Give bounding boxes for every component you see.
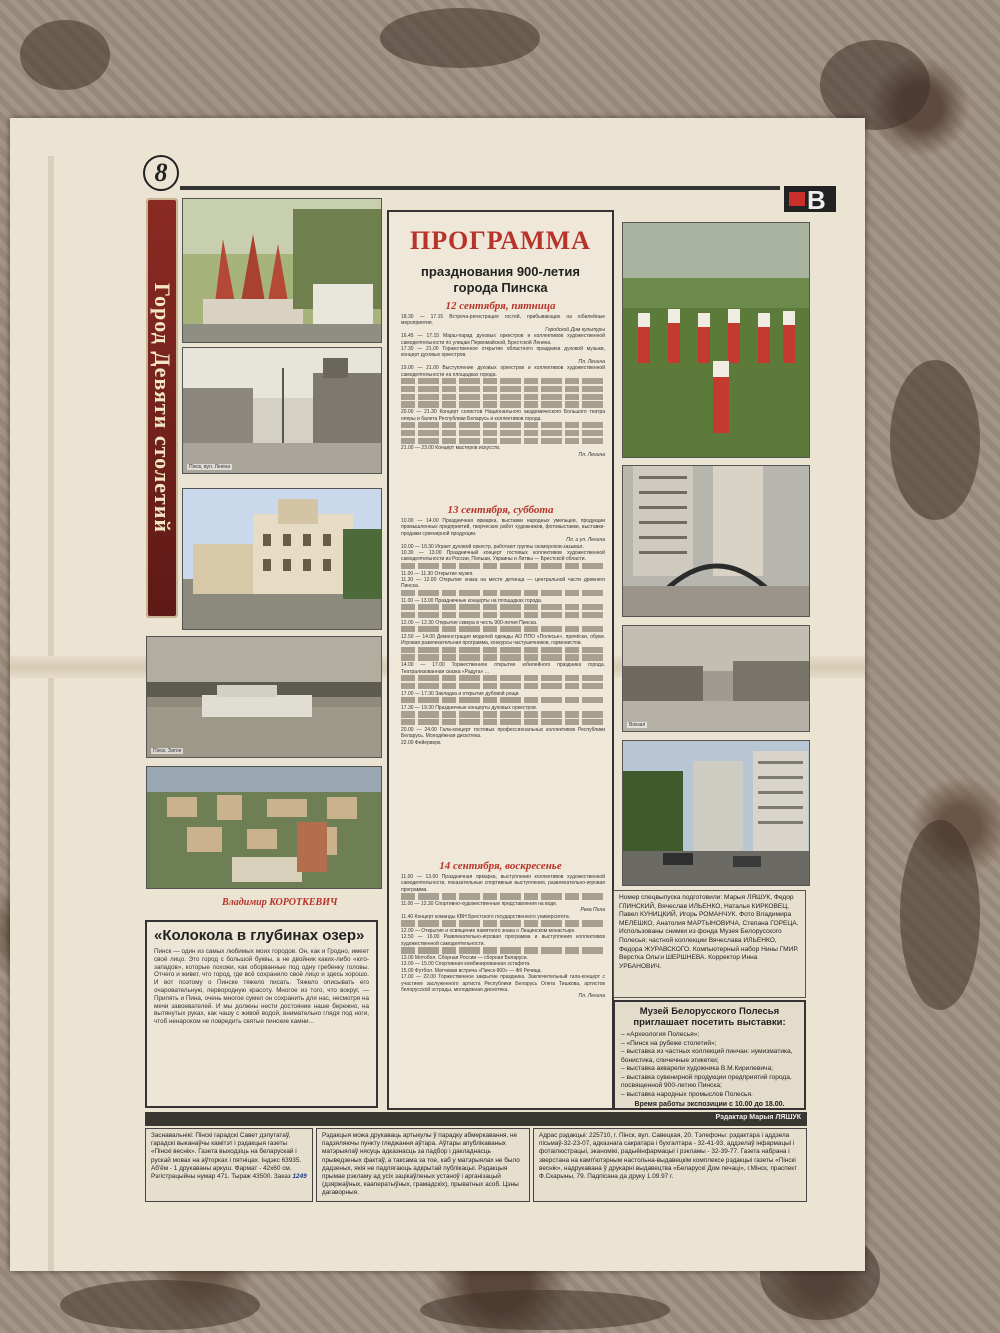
museum-item: – выставка из частных коллекций пинчан: нумизматика, бонистика, спичечные этикетки; (621, 1048, 793, 1064)
program-day-1: 12 сентября, пятница (445, 300, 556, 312)
program-item: 22.00 Фейерверк. (401, 739, 442, 746)
address-text: Адрас рэдакцыі: 225710, г. Пінск, вул. Савецкая, 20. Тэлефоны: рэдактара і аддзела пісьмаў-32-23-07, адказнага сакратара і бухгалтара - 32-41-93, аддзелаў інфармацыі і фотаілюстрацыі, эканомікі, радыёінфармацыі і рэкламы - 32-39-77. Газета набрана і зверстана на камп'ютэрным настольна-выдавецкім комплексе рэдакцыі газеты «Пінскі веснік», надрукавана ў друкарні выдавецтва «Беларускі Дом печаці», г.Мінск, праспект Ф.Скарыны, 79. Падпісана да друку 1.09.97 г. (539, 1132, 798, 1181)
program-item: 17.30 — 19.30 Праздничные концерты духовых оркестров. (401, 704, 538, 711)
program-item: 11.00 — 12.30 Спортивно-художественные представления на воде. (401, 901, 558, 907)
carpet-pattern (20, 20, 110, 90)
photo-building (182, 488, 382, 630)
program-item: 11.40 Концерт команды КВН Брестского государственного университета. (401, 913, 570, 920)
carpet-pattern (890, 360, 980, 520)
program-item: 14.00 — 17.00 Торжественное открытие юбилейного праздника города. Театрализованная сказка «Радуга» ... (401, 662, 605, 675)
editor-credit: Рэдактар Марыя ЛЯШУК (715, 1114, 801, 1121)
credits-box: Номер спецвыпуска подготовили: Марыя ЛЯШУК, Федор ГЛИНСКИЙ, Вячеслав ИЛЬЕНКО, Наталья КИРКОВЕЦ, Павел КУНИЦКИЙ, Игорь РОМАНЧУК. Фото Владимира МЕЛЕШКО, Анатолия МАРТЫНОВИЧА, Степана ГОРЕЦА. Использованы снимки из фонда Музея Белорусского Полесья; частной коллекции Вячеслава ИЛЬЕНКО, Федора ЖУРАВСКОГО. Компьютерный набор Нины ГМИР. Верстка Ольги ШЕРШНЕВА. Корректор Инна УРБАНОВИЧ. (613, 890, 806, 998)
program-item: 11.30 — 12.00 Открытие знака на месте детинца — центральной части древнего Пинска. (401, 577, 605, 590)
program-item: 10.30 — 13.00 Праздничный концерт гостевых коллективов художественной самодеятельности из России, Польши, Украины и Литвы — Брестской области. (401, 550, 605, 563)
photo-modern-street (622, 740, 810, 886)
flag-icon (789, 192, 805, 206)
notice-text: Рэдакцыя можа друкаваць артыкулы ў парадку абмеркавання, не падзяляючы пункту гледжання аўтара. Аўтары апублікаваных матэрыялаў нясуць адказнасць за падбор і дакладнасць прыведзеных фактаў, а таксама за тое, каб у матэрыялах не было дадзеных, якія не падлягаюць адкрытай публікацыі. Рэдакцыя прымае рэкламу ад усіх зацікаўленых устаноў і арганізацый (дзяржаўных, кааператыўных, грамадскіх), прыватных асоб. Цэны дагаворныя. (322, 1132, 520, 1197)
program-item: 15.00 Футбол. Матчевая встреча «Пинск-900» — ФК Речица. (401, 967, 542, 974)
program-item: 11.00 — 13.00 Праздничная ярмарка, выступления коллективов художественной самодеятельности, показательные спортивные выступления, развлекательно-игровая программа. (401, 874, 605, 893)
order-number: 1249 (292, 1173, 307, 1181)
program-item: 12.50 — 14.00 Демонстрация моделей одежды АО ППО «Полесье», причёски, обуви. Игровая развлекательная программа, конкурсы частушечников, гармонистов. (401, 633, 605, 647)
photo-old-street (182, 347, 382, 474)
photo-town-houses (182, 198, 382, 343)
photo-folk-dancers (622, 222, 810, 458)
article-author: Владимир КОРОТКЕВИЧ (222, 897, 338, 908)
photo-aerial-city (146, 766, 382, 889)
museum-item: – «Пинск на рубеже столетий»; (621, 1039, 717, 1047)
header-rule (180, 186, 780, 190)
article-body: Пинск — один из самых любимых моих городов. Он, как и Гродно, имеет своё лицо. Это город с большой буквы, а не двойник каких-либо «юго-западов», которые похожи, как оборванные под одну гребенку головы. Отчего и живет, что город, где всё сохранило своё лицо и здесь хорошо. И вот поэтому о Пинске тяжело писать. Тяжело описывать его очаровательную, первородную красоту. Многое из того, что вокруг, — Припять и Пина, очень многое сумел он сохранить для нас, несмотря на мечи завоевателей. И мы должны нести достояние наше бережно, на вытянутых руках, как чашу с живой водой, внимательно глядя под ноги, чтоб ненароком не повредить святые пинские камни... (154, 948, 369, 1026)
museum-item: – выставка акварели художника В.М.Кирилевича; (621, 1065, 773, 1072)
program-item: Городской Дом культуры (545, 326, 605, 333)
program-title: ПРОГРАММА (410, 226, 591, 255)
carpet-pattern (420, 1290, 670, 1330)
program-item: 10.00 — 14.00 Праздничная ярмарка, выставки народных умельцев, продукции промышленных предприятий, творческих работ художников, фотовыставки, выставки-продажи сувенирной продукции. (401, 518, 605, 537)
photo-river-boat (146, 636, 382, 758)
founders-text: Заснавальнікі: Пінскі гарадскі Савет дэпутатаў, гарадскі выканаўчы камітэт і рэдакцыя газеты «Пінскі веснік». Газета выходзіць на беларускай і рускай мовах на аўторках і пятніцах. Індэкс 63935. Аб'ём - 1 друкаваны аркуш. Фармат - 42х60 см. Рэгістрацыйны нумар 471. Тыраж 43500. Заказ (151, 1132, 302, 1181)
carpet-pattern (60, 1280, 260, 1330)
newspaper-logo-icon (784, 185, 836, 215)
photo-caption: Пінск, вул. Леніна (189, 464, 231, 470)
museum-item: – выставка сувенирной продукции предприятий города, посвященной 900-летию Пинска; (621, 1073, 792, 1089)
article-title: «Колокола в глубинах озер» (154, 927, 365, 944)
program-day-3-items (401, 874, 605, 1000)
program-item: 11.00 — 11.30 Открытие музея. (401, 570, 474, 577)
imprint-address (533, 1128, 807, 1202)
program-item: Река Пина (580, 907, 605, 914)
program-item: Пл. Ленина (578, 993, 605, 1000)
museum-hours: Время работы экспозиции с 10.00 до 18.00. (634, 1101, 785, 1108)
program-item: 18.30 — 17.15 Встреча-регистрация гостей, прибывающих на юбилейные мероприятия. (401, 314, 605, 327)
museum-box (613, 1000, 806, 1110)
program-subtitle (389, 264, 612, 296)
logo-letter-icon: В (807, 185, 826, 215)
photo-caption: Пінск. Затон (153, 748, 182, 754)
program-item: 20.00 — 24.00 Гала-концерт гостевых профессиональных коллективов Республики Беларусь. Молодёжная дискотека. (401, 726, 605, 740)
imprint-founders (145, 1128, 313, 1202)
museum-title: Музей Белорусского Полесья приглашает посетить выставки: (633, 1006, 786, 1028)
program-item: 11.00 — 13.00 Праздничные концерты на площадках города. (401, 597, 543, 604)
program-item: Пл. Ленина (578, 451, 605, 458)
photo-playground (622, 465, 810, 617)
program-item: 17.30 — 21.00 Торжественное открытие областного праздника духовой музыки, концерт духовых оркестров. (401, 346, 605, 359)
carpet-pattern (380, 8, 540, 68)
program-item: 12.50 — 16.00 Развлекательно-игровая программа и выступления коллективов художественной самодеятельности. (401, 934, 605, 947)
footer-bar (145, 1112, 807, 1126)
program-item: 10.00 — 10.30 Играет духовой оркестр, работают группы скоморохов-зазывал. (401, 543, 584, 550)
museum-item: – выставка народных промыслов Полесья. (621, 1090, 753, 1098)
carpet-pattern (820, 40, 930, 130)
program-item: 21.00 — 23.00 Концерт мастеров искусств. (401, 445, 501, 452)
museum-item: – «Археология Полесья»; (621, 1031, 700, 1038)
page-number: 8 (143, 155, 179, 191)
program-day-1-items (401, 314, 605, 458)
column-title: Город Девяти столетий (150, 282, 175, 534)
page-fold (48, 156, 54, 1271)
program-item: 12.00 — Открытие и освящение памятного знака о Лещинском монастыре. (401, 928, 576, 934)
program-day-3: 14 сентября, воскресенье (439, 860, 562, 872)
photo-old-square (622, 625, 810, 732)
program-item: 20.00 — 21.30 Концерт солистов Национального академического Большого театра оперы и балета Республики Беларусь и коллективов города. (401, 409, 605, 422)
program-day-2-items (401, 518, 605, 746)
program-subtitle-line2: города Пинска (453, 280, 548, 295)
program-item: 17.00 — 22.00 Торжественное закрытие праздника. Заключительный гала-концерт с участием заслуженного артиста Республики Беларусь Олега Тишкова, артистов белорусской эстрады, молодежная дискотека. (401, 974, 605, 994)
program-item: 17.00 — 17.30 Закладка и открытие дубовой рощи. (401, 690, 520, 697)
program-item: 13.00 Мотобол. Сборная России — сборная Беларуси. (401, 955, 528, 961)
program-item: 13.00 — 15.00 Спортивная комбинированная эстафета. (401, 961, 531, 968)
museum-list (621, 1031, 798, 1099)
program-item: Пл. и ул. Ленина (566, 537, 605, 544)
article-box (145, 920, 378, 1108)
program-subtitle-line1: празднования 900-летия (421, 264, 580, 279)
program-day-2: 13 сентября, суббота (447, 504, 554, 516)
program-item: 19.00 — 21.00 Выступление духовых оркестров и коллективов художественной самодеятельности на площадках города. (401, 365, 605, 378)
program-box (387, 210, 614, 1110)
imprint-notice (316, 1128, 530, 1202)
program-item: 12.00 — 12.30 Открытие сквера в честь 900-летия Пинска. (401, 619, 538, 626)
photo-caption: Вокзал (629, 722, 646, 728)
program-item: 16.45 — 17.15 Марш-парад духовых оркестров и коллективов художественной самодеятельности по улицам Первомайской, Брестской Ленина. (401, 333, 605, 346)
carpet-pattern (900, 820, 980, 1010)
program-item: Пл. Ленина (578, 358, 605, 365)
